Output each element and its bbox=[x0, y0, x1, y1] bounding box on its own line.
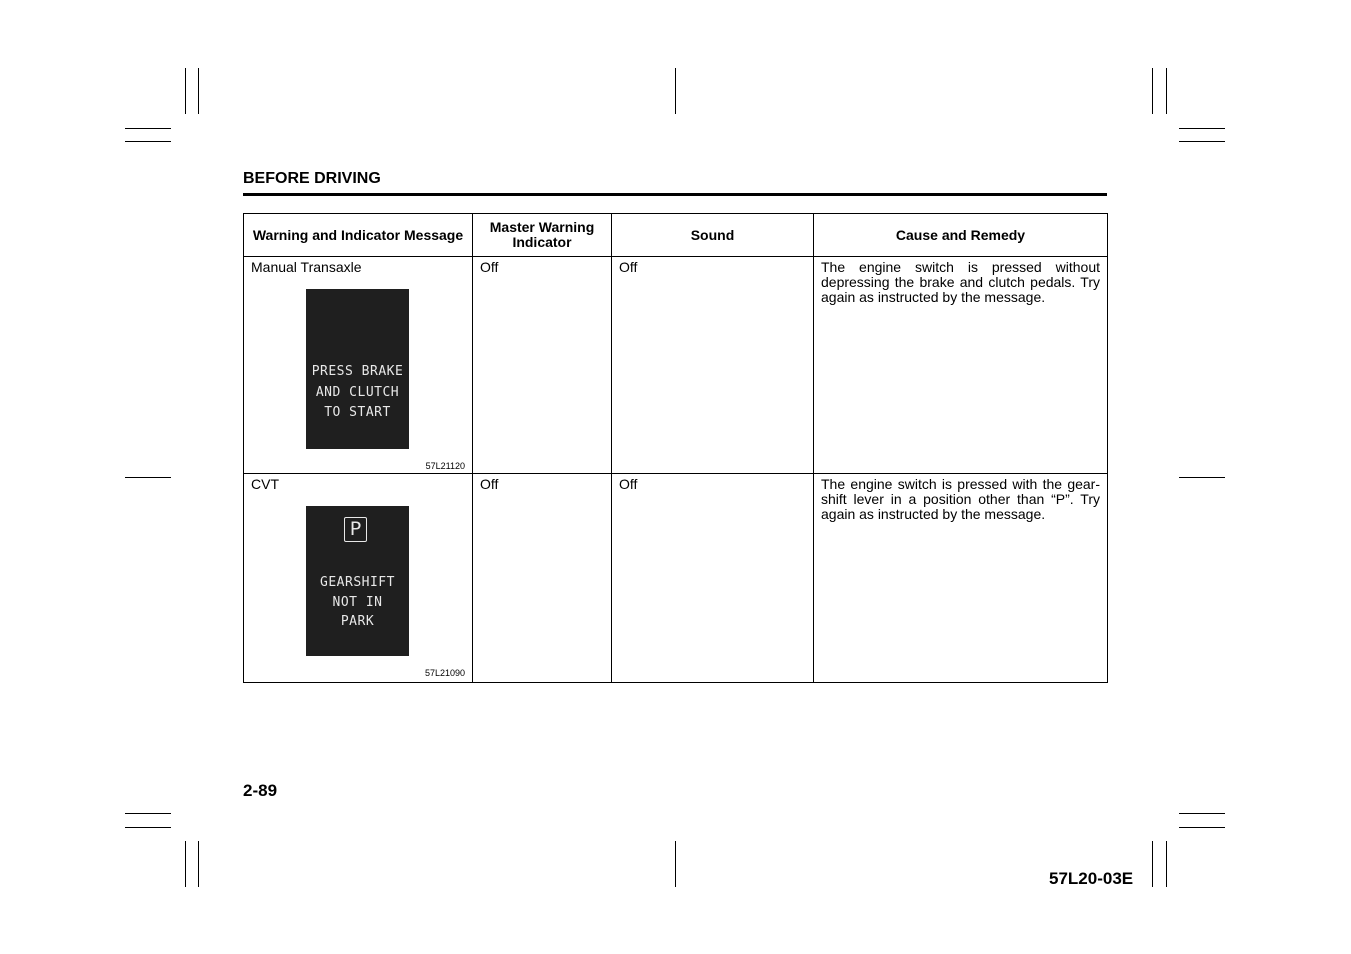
table-row bbox=[244, 257, 1108, 474]
display-line: AND CLUTCH bbox=[315, 384, 400, 400]
display-screen-image bbox=[306, 506, 409, 656]
page-number: 2-89 bbox=[243, 781, 278, 800]
message-cell bbox=[244, 474, 473, 683]
display-line: GEARSHIFT bbox=[320, 575, 395, 590]
message-label: Manual Transaxle bbox=[251, 259, 362, 275]
remedy-cell: The engine switch is pressed without depressing the brake and clutch pedals. Try again as instructed by the message. bbox=[814, 257, 1108, 474]
warning-table bbox=[243, 213, 1108, 683]
document-code: 57L20-03E bbox=[1049, 869, 1134, 888]
master-warning-cell: Off bbox=[473, 474, 612, 683]
sound-cell: Off bbox=[612, 257, 814, 474]
figure-code: 57L21120 bbox=[425, 461, 465, 471]
table-header-row bbox=[244, 214, 1108, 257]
display-line: PARK bbox=[340, 614, 375, 629]
display-screen-image bbox=[306, 289, 409, 449]
master-warning-cell: Off bbox=[473, 257, 612, 474]
sound-cell: Off bbox=[612, 474, 814, 683]
message-cell bbox=[244, 257, 473, 474]
message-label: CVT bbox=[251, 476, 279, 492]
remedy-cell: The engine switch is pressed with the gear-shift lever in a position other than “P”. Try again as instructed by the message. bbox=[814, 474, 1108, 683]
table-row bbox=[244, 474, 1108, 683]
column-header-remedy: Cause and Remedy bbox=[814, 214, 1108, 257]
display-line: PRESS BRAKE bbox=[311, 364, 404, 379]
column-header-message: Warning and Indicator Message bbox=[244, 214, 473, 257]
park-symbol-icon: P bbox=[344, 517, 367, 542]
column-header-master-warning: Master Warning Indicator bbox=[473, 214, 612, 257]
figure-code: 57L21090 bbox=[424, 668, 465, 678]
section-rule bbox=[243, 193, 1107, 196]
section-title: BEFORE DRIVING bbox=[243, 170, 381, 187]
display-line: NOT IN bbox=[332, 594, 383, 610]
display-line: TO START bbox=[324, 405, 391, 420]
column-header-sound: Sound bbox=[612, 214, 814, 257]
